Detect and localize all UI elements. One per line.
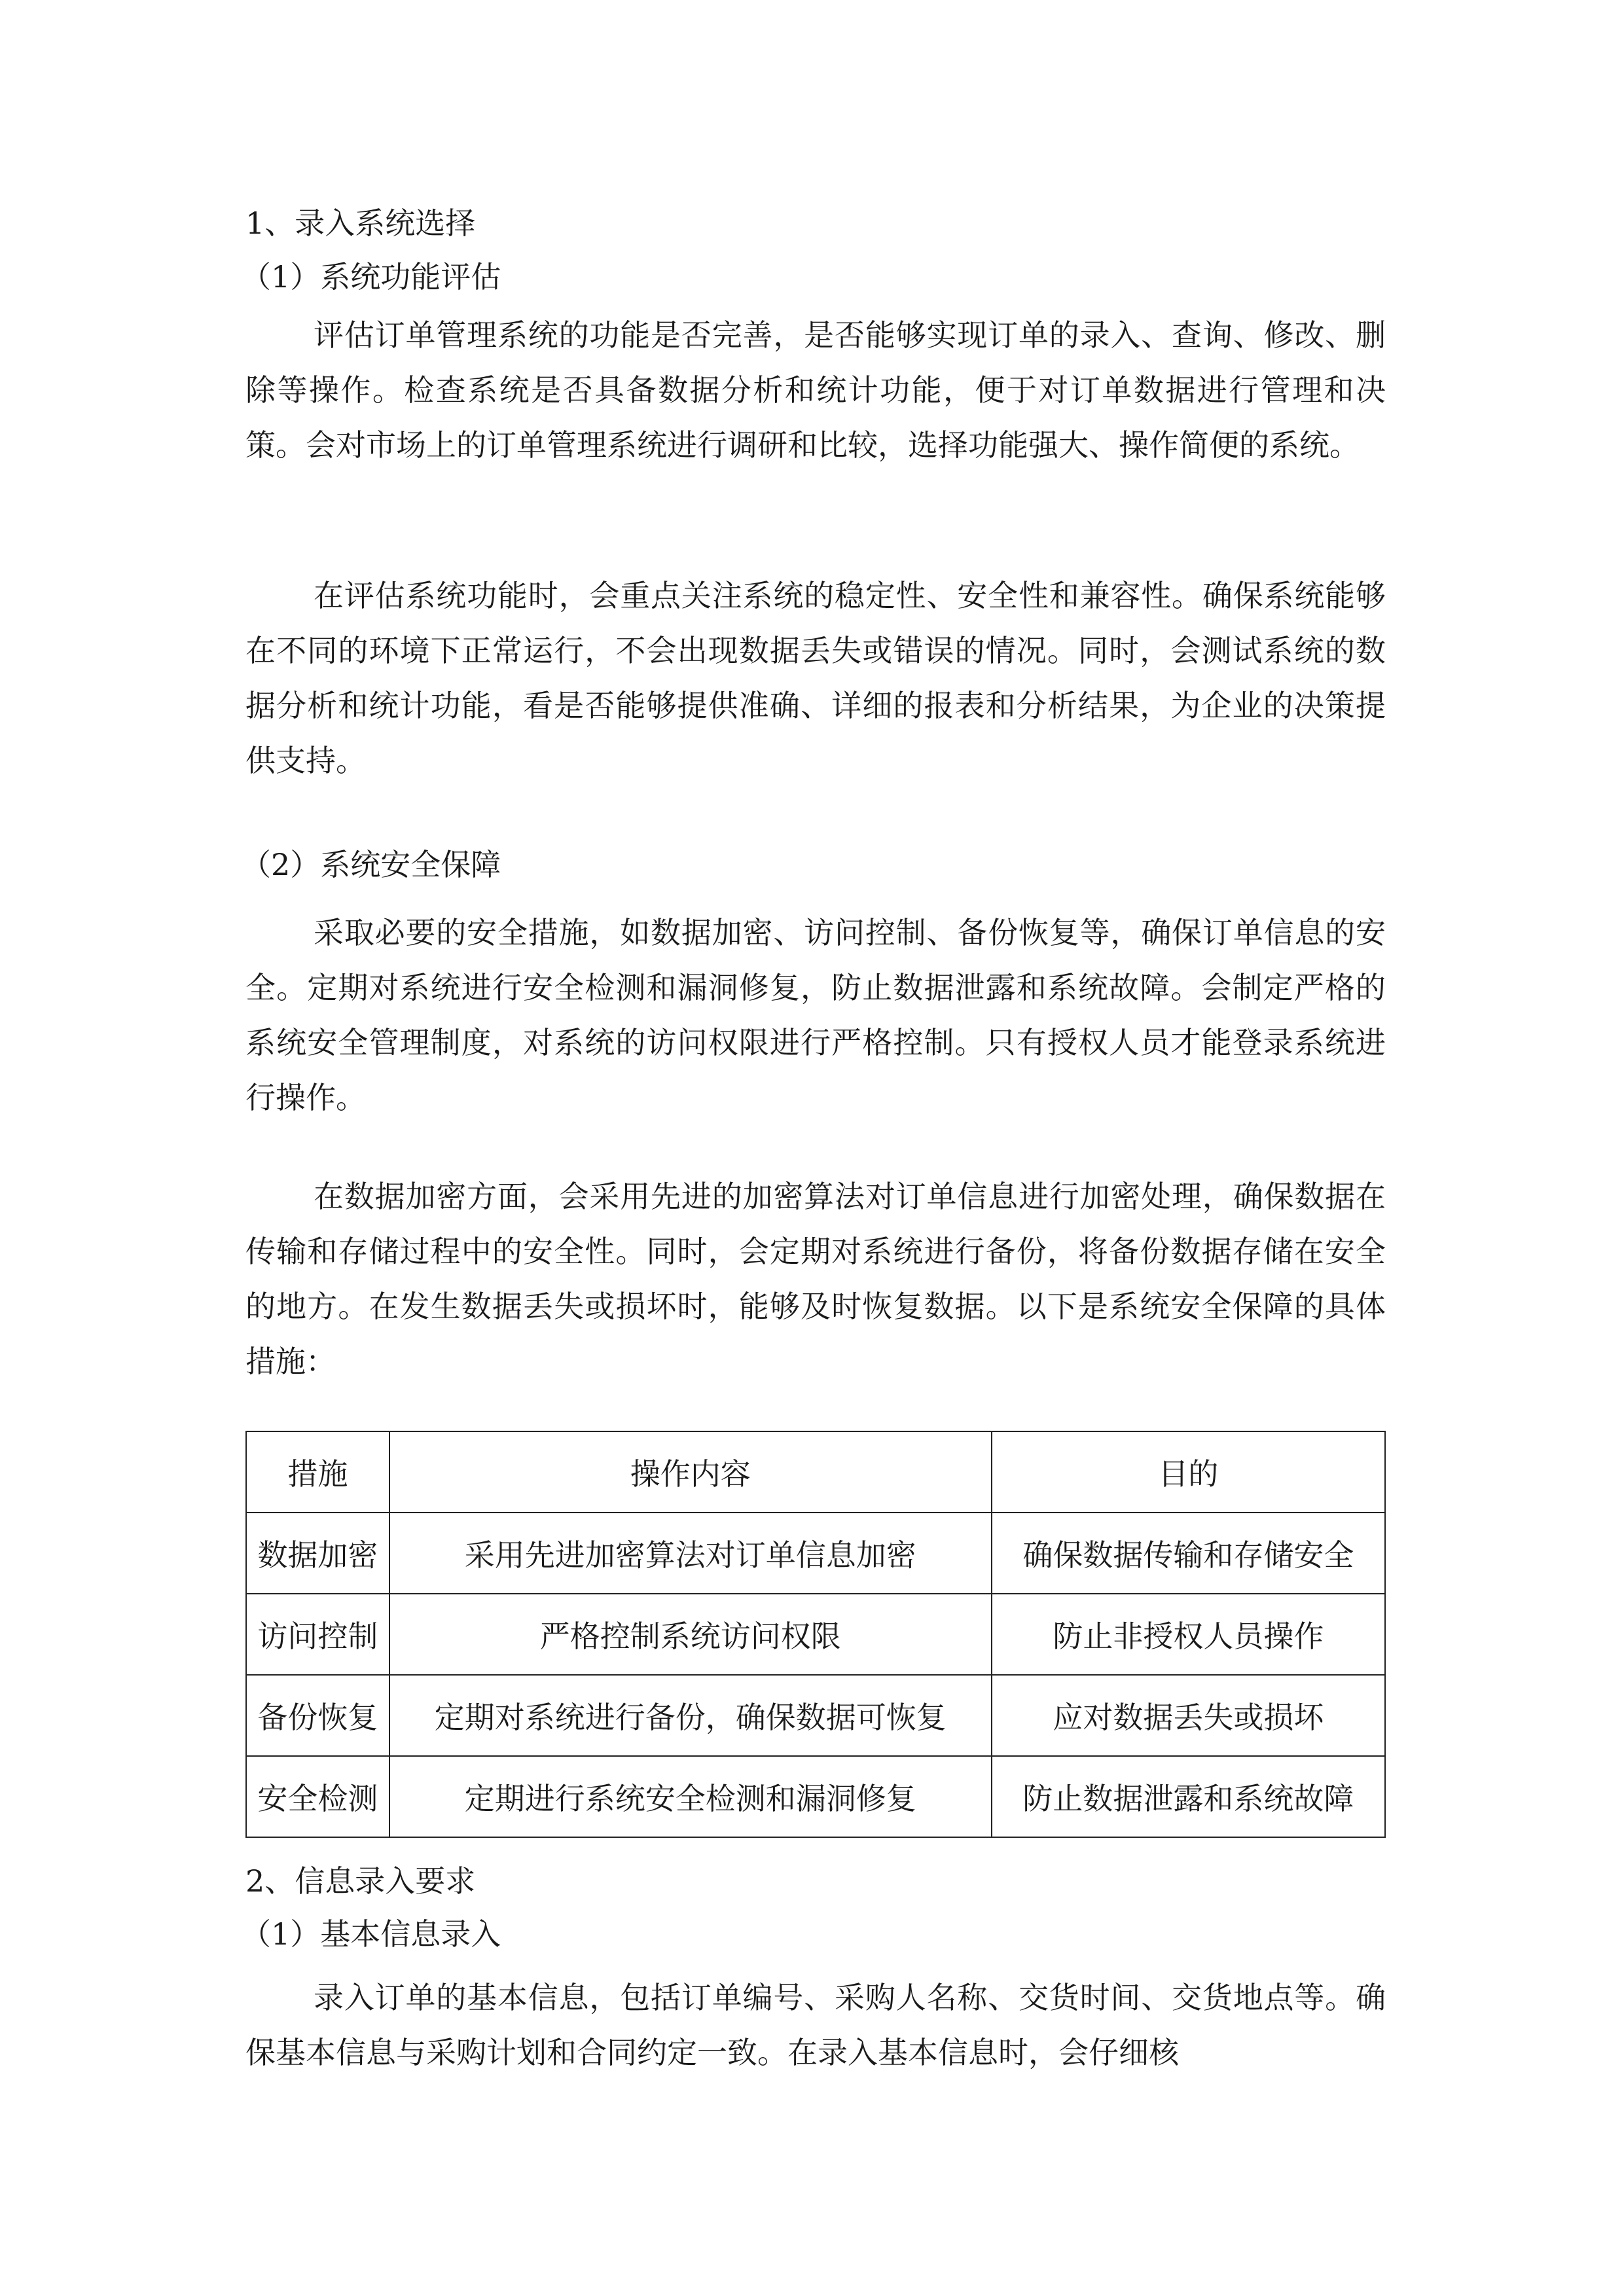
paragraph-1: 评估订单管理系统的功能是否完善，是否能够实现订单的录入、查询、修改、删除等操作。检查系统是否具备数据分析和统计功能，便于对订单数据进行管理和决策。会对市场上的订单管理系统进行调研和比较，选择功能强大、操作简便的系统。 (245, 317, 1386, 463)
table-cell: 采用先进加密算法对订单信息加密 (389, 1513, 992, 1594)
table-cell: 数据加密 (246, 1513, 389, 1594)
table-header-cell: 目的 (992, 1431, 1385, 1513)
table-row (246, 1675, 1385, 1756)
subsection-1-1-heading: （1）系统功能评估 (241, 259, 501, 295)
table-cell: 应对数据丢失或损坏 (992, 1675, 1385, 1756)
table-cell: 防止非授权人员操作 (992, 1594, 1385, 1675)
table-cell: 严格控制系统访问权限 (389, 1594, 992, 1675)
table-row (246, 1513, 1385, 1594)
subsection-2-1-heading: （1）基本信息录入 (241, 1916, 501, 1952)
table-cell: 安全检测 (246, 1756, 389, 1837)
table-header-row (246, 1431, 1385, 1513)
security-measures-table (245, 1431, 1386, 1838)
table-cell: 定期对系统进行备份，确保数据可恢复 (389, 1675, 992, 1756)
paragraph-4: 在数据加密方面，会采用先进的加密算法对订单信息进行加密处理，确保数据在传输和存储过程中的安全性。同时，会定期对系统进行备份，将备份数据存储在安全的地方。在发生数据丢失或损坏时，能够及时恢复数据。以下是系统安全保障的具体措施： (245, 1179, 1386, 1379)
section-1-heading: 1、录入系统选择 (245, 206, 476, 241)
table-cell: 访问控制 (246, 1594, 389, 1675)
paragraph-2: 在评估系统功能时，会重点关注系统的稳定性、安全性和兼容性。确保系统能够在不同的环境下正常运行，不会出现数据丢失或错误的情况。同时，会测试系统的数据分析和统计功能，看是否能够提供准确、详细的报表和分析结果，为企业的决策提供支持。 (245, 578, 1386, 778)
table-cell: 确保数据传输和存储安全 (992, 1513, 1385, 1594)
table-cell: 防止数据泄露和系统故障 (992, 1756, 1385, 1837)
table-row (246, 1756, 1385, 1837)
table-cell: 定期进行系统安全检测和漏洞修复 (389, 1756, 992, 1837)
section-2-heading: 2、信息录入要求 (245, 1863, 476, 1899)
table-cell: 备份恢复 (246, 1675, 389, 1756)
table-header-cell: 操作内容 (389, 1431, 992, 1513)
subsection-1-2-heading: （2）系统安全保障 (241, 847, 501, 882)
table-row (246, 1594, 1385, 1675)
table-header-cell: 措施 (246, 1431, 389, 1513)
paragraph-5: 录入订单的基本信息，包括订单编号、采购人名称、交货时间、交货地点等。确保基本信息与采购计划和合同约定一致。在录入基本信息时，会仔细核 (245, 1980, 1386, 2070)
paragraph-3: 采取必要的安全措施，如数据加密、访问控制、备份恢复等，确保订单信息的安全。定期对系统进行安全检测和漏洞修复，防止数据泄露和系统故障。会制定严格的系统安全管理制度，对系统的访问权限进行严格控制。只有授权人员才能登录系统进行操作。 (245, 915, 1386, 1115)
